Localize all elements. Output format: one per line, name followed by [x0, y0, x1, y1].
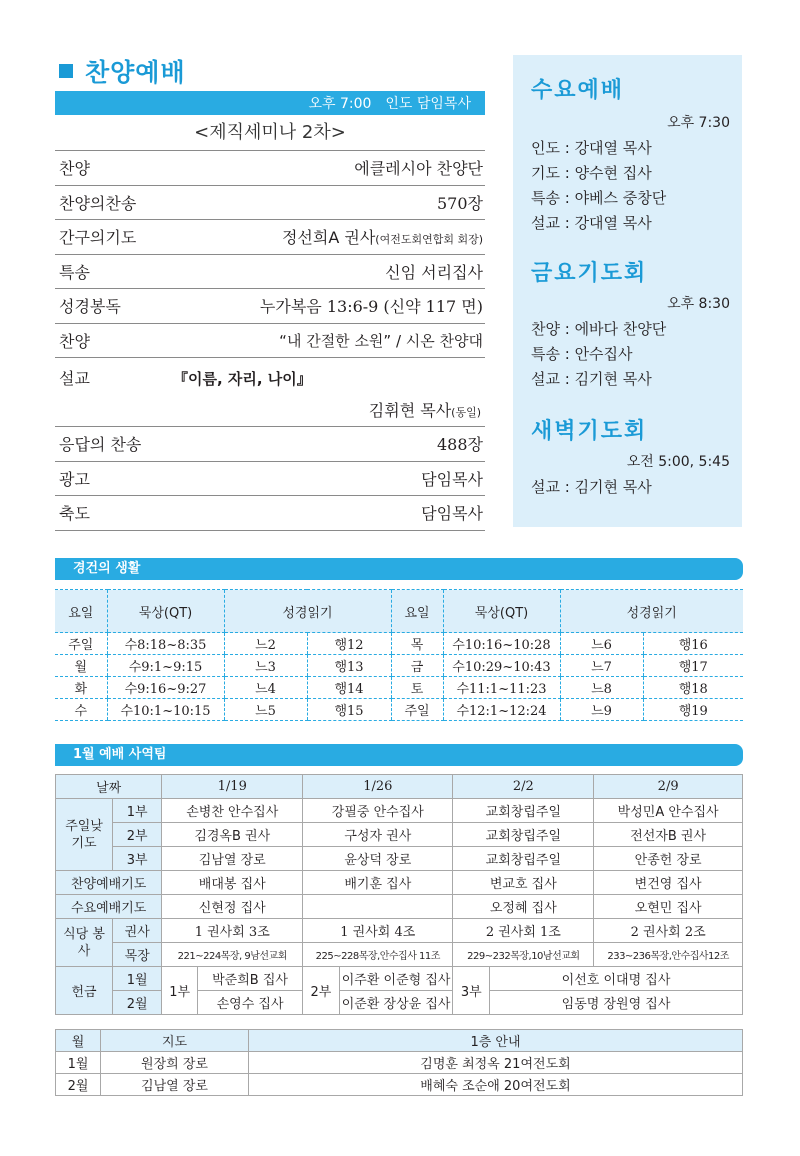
- preacher-note: (동일): [451, 406, 481, 419]
- wednesday-line: 특송 : 야베스 중창단: [531, 189, 667, 207]
- team-table: [55, 774, 743, 1015]
- reading-cell: 느8: [560, 677, 643, 699]
- table-row: [55, 655, 743, 677]
- meal-sub-label: 권사: [113, 919, 162, 943]
- order-value: 570장: [437, 193, 483, 213]
- reading-cell: 느3: [224, 655, 307, 677]
- table-row: [56, 919, 743, 943]
- order-label: 설교: [59, 369, 90, 388]
- sermon-title: 『이름, 자리, 나이』: [173, 370, 312, 388]
- table-row: [56, 1052, 743, 1074]
- reading-cell: 행15: [307, 699, 391, 721]
- date-cell: 2/9: [594, 775, 743, 799]
- col-header: 성경읽기: [560, 590, 743, 633]
- order-row: [55, 186, 485, 221]
- col-header: 월: [56, 1030, 101, 1052]
- offering-part: 3부: [453, 967, 490, 1015]
- day-cell: 월: [55, 655, 107, 677]
- reading-cell: 행17: [643, 655, 743, 677]
- order-value: 신임 서리집사: [385, 262, 483, 282]
- dawn-time: 오전 5:00, 5:45: [626, 454, 730, 470]
- col-header: 지도: [101, 1030, 249, 1052]
- team-cell: 김남열 장로: [162, 847, 303, 871]
- day-cell: 금: [391, 655, 443, 677]
- table-row: [55, 677, 743, 699]
- date-cell: 1/19: [162, 775, 303, 799]
- team-cell: 233~236목장,안수집사12조: [594, 943, 743, 967]
- order-value: 488장: [437, 435, 483, 455]
- devotion-header-row: [55, 590, 743, 633]
- worship-time: 오후 7:00: [308, 96, 372, 112]
- friday-line: 찬양 : 에바다 찬양단: [531, 320, 667, 338]
- order-value: 담임목사: [421, 469, 483, 489]
- day-cell: 수: [55, 699, 107, 721]
- part-label: 2부: [113, 823, 162, 847]
- table-row: [56, 991, 743, 1015]
- month-cell: 1월: [56, 1052, 101, 1074]
- worship-leader: 인도 담임목사: [385, 96, 471, 112]
- devotion-table: [55, 589, 743, 721]
- order-row: [55, 324, 485, 359]
- qt-cell: 수10:29~10:43: [443, 655, 560, 677]
- sermon-preacher: [369, 398, 483, 421]
- usher-cell: 배혜숙 조순애 20여전도회: [249, 1074, 743, 1096]
- team-cell: 강필중 안수집사: [303, 799, 453, 823]
- offering-month: 2월: [113, 991, 162, 1015]
- offering-month: 1월: [113, 967, 162, 991]
- reading-cell: 느9: [560, 699, 643, 721]
- evening-worship-section: [55, 55, 485, 531]
- team-cell: 이주환 이준형 집사: [339, 967, 453, 991]
- offering-part: 1부: [162, 967, 198, 1015]
- order-row: [55, 427, 485, 462]
- sunday-prayer-label: 주일낮 기도: [56, 799, 113, 871]
- order-value: “내 간절한 소원” / 시온 찬양대: [279, 331, 483, 350]
- col-header: 요일: [391, 590, 443, 633]
- date-cell: 2/2: [453, 775, 594, 799]
- friday-line: 설교 : 김기현 목사: [531, 370, 652, 388]
- order-value: 누가복음 13:6-9 (신약 117 면): [259, 297, 483, 317]
- table-row: [56, 895, 743, 919]
- usher-cell: 김명훈 최정옥 21여전도회: [249, 1052, 743, 1074]
- qt-cell: 수9:1~9:15: [107, 655, 224, 677]
- order-row: [55, 462, 485, 497]
- worship-title: 찬양예배: [85, 58, 186, 87]
- order-row: [55, 220, 485, 255]
- team-cell: 김경옥B 권사: [162, 823, 303, 847]
- qt-cell: 수10:16~10:28: [443, 633, 560, 655]
- team-cell: 손병찬 안수집사: [162, 799, 303, 823]
- offering-part: 2부: [303, 967, 340, 1015]
- table-row: [56, 967, 743, 991]
- reading-cell: 행13: [307, 655, 391, 677]
- reading-cell: 행19: [643, 699, 743, 721]
- reading-cell: 행12: [307, 633, 391, 655]
- reading-cell: 느2: [224, 633, 307, 655]
- day-cell: 목: [391, 633, 443, 655]
- order-label: 성경봉독: [59, 297, 121, 317]
- team-cell: 이준환 장상윤 집사: [339, 991, 453, 1015]
- team-cell: 박준희B 집사: [197, 967, 302, 991]
- col-header: 요일: [55, 590, 107, 633]
- table-row: [56, 823, 743, 847]
- table-row: [56, 799, 743, 823]
- table-row: [56, 871, 743, 895]
- team-cell: 윤상덕 장로: [303, 847, 453, 871]
- reading-cell: 느5: [224, 699, 307, 721]
- month-cell: 2월: [56, 1074, 101, 1096]
- team-cell: 박성민A 안수집사: [594, 799, 743, 823]
- part-label: 3부: [113, 847, 162, 871]
- reading-cell: 행14: [307, 677, 391, 699]
- team-cell: 배대봉 집사: [162, 871, 303, 895]
- order-label: 찬양: [59, 159, 90, 179]
- day-cell: 주일: [55, 633, 107, 655]
- day-cell: 화: [55, 677, 107, 699]
- guide-header-row: [56, 1030, 743, 1052]
- team-cell: 임동명 장원영 집사: [490, 991, 743, 1015]
- team-cell: 1 권사회 3조: [162, 919, 303, 943]
- team-header: 1월 예배 사역팀: [55, 744, 743, 766]
- team-cell: 225~228목장,안수집사 11조: [303, 943, 453, 967]
- devotion-header: 경건의 생활: [55, 558, 743, 580]
- friday-time: 오후 8:30: [667, 296, 730, 312]
- weekday-services-box: [513, 55, 742, 527]
- col-header: 성경읽기: [224, 590, 391, 633]
- table-row: [56, 847, 743, 871]
- table-row: [55, 699, 743, 721]
- team-cell: 2 권사회 1조: [453, 919, 594, 943]
- wednesday-line: 설교 : 강대열 목사: [531, 214, 652, 232]
- qt-cell: 수12:1~12:24: [443, 699, 560, 721]
- order-label: 축도: [59, 504, 90, 524]
- wednesday-title: 수요예배: [531, 78, 625, 103]
- team-cell: 이선호 이대명 집사: [490, 967, 743, 991]
- qt-cell: 수10:1~10:15: [107, 699, 224, 721]
- order-row: [55, 151, 485, 186]
- reading-cell: 행18: [643, 677, 743, 699]
- order-row: [55, 255, 485, 290]
- team-cell: 221~224목장, 9남선교회: [162, 943, 303, 967]
- team-cell: 구성자 권사: [303, 823, 453, 847]
- wednesday-line: 기도 : 양수현 집사: [531, 164, 652, 182]
- friday-line: 특송 : 안수집사: [531, 345, 633, 363]
- meal-sub-label: 목장: [113, 943, 162, 967]
- reading-cell: 느4: [224, 677, 307, 699]
- team-cell: 손영수 집사: [197, 991, 302, 1015]
- col-header: 1층 안내: [249, 1030, 743, 1052]
- team-cell: 교회창립주일: [453, 823, 594, 847]
- prayer-name: 정선희A 권사: [281, 228, 376, 248]
- team-cell: 2 권사회 2조: [594, 919, 743, 943]
- order-row: [55, 496, 485, 531]
- square-bullet-icon: [59, 64, 73, 78]
- col-header: 묵상(QT): [107, 590, 224, 633]
- team-cell: 오현민 집사: [594, 895, 743, 919]
- order-label: 특송: [59, 262, 90, 282]
- guide-table: [55, 1029, 743, 1096]
- team-cell: 전선자B 권사: [594, 823, 743, 847]
- reading-cell: 행16: [643, 633, 743, 655]
- qt-cell: 수11:1~11:23: [443, 677, 560, 699]
- order-row: [55, 289, 485, 324]
- order-label: 찬양: [59, 331, 90, 351]
- offering-label: 헌금: [56, 967, 113, 1015]
- section-title: [55, 55, 485, 87]
- wednesday-line: 인도 : 강대열 목사: [531, 139, 652, 157]
- worship-time-bar: [55, 91, 485, 115]
- team-cell: 교회창립주일: [453, 799, 594, 823]
- guide-cell: 김남열 장로: [101, 1074, 249, 1096]
- team-date-row: [56, 775, 743, 799]
- qt-cell: 수8:18~8:35: [107, 633, 224, 655]
- team-cell: [303, 895, 453, 919]
- order-label: 응답의 찬송: [59, 435, 142, 455]
- team-cell: 교회창립주일: [453, 847, 594, 871]
- order-value: [282, 225, 485, 248]
- reading-cell: 느6: [560, 633, 643, 655]
- day-cell: 토: [391, 677, 443, 699]
- qt-cell: 수9:16~9:27: [107, 677, 224, 699]
- order-value: 담임목사: [421, 504, 483, 524]
- prayer-note: (여전도회연합회 회장): [375, 233, 483, 247]
- praise-prayer-label: 찬양예배기도: [56, 871, 162, 895]
- meal-service-label: 식당 봉사: [56, 919, 113, 967]
- date-cell: 1/26: [303, 775, 453, 799]
- team-cell: 229~232목장,10남선교회: [453, 943, 594, 967]
- dawn-line: 설교 : 김기현 목사: [531, 478, 652, 496]
- team-cell: 1 권사회 4조: [303, 919, 453, 943]
- order-label: 찬양의찬송: [59, 193, 137, 213]
- order-label: 광고: [59, 469, 90, 489]
- wednesday-time: 오후 7:30: [667, 115, 730, 131]
- table-row: [56, 1074, 743, 1096]
- team-cell: 신현정 집사: [162, 895, 303, 919]
- day-cell: 주일: [391, 699, 443, 721]
- team-cell: 배기훈 집사: [303, 871, 453, 895]
- part-label: 1부: [113, 799, 162, 823]
- team-cell: 변건영 집사: [594, 871, 743, 895]
- friday-title: 금요기도회: [531, 261, 648, 286]
- col-header: 묵상(QT): [443, 590, 560, 633]
- wed-prayer-label: 수요예배기도: [56, 895, 162, 919]
- order-label: 간구의기도: [59, 228, 137, 248]
- dawn-title: 새벽기도회: [531, 419, 648, 444]
- worship-subtitle: <제직세미나 2차>: [55, 115, 485, 151]
- sermon-row: [55, 358, 485, 427]
- team-cell: 변교호 집사: [453, 871, 594, 895]
- preacher-name: 김휘현 목사: [368, 401, 452, 420]
- guide-cell: 원장희 장로: [101, 1052, 249, 1074]
- order-value: 에클레시아 찬양단: [354, 159, 483, 179]
- reading-cell: 느7: [560, 655, 643, 677]
- date-label: 날짜: [56, 775, 162, 799]
- team-cell: 오정혜 집사: [453, 895, 594, 919]
- team-cell: 안종헌 장로: [594, 847, 743, 871]
- table-row: [56, 943, 743, 967]
- table-row: [55, 633, 743, 655]
